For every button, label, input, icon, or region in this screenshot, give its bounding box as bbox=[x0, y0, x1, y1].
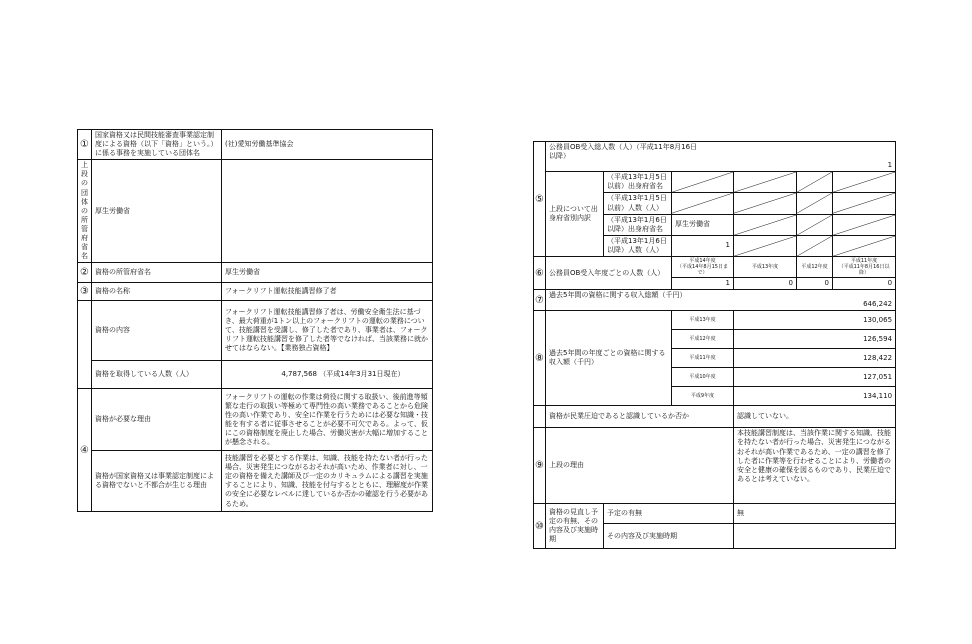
row-label: 資格が国家資格又は事業認定制度による資格でないと不都合が生じる理由 bbox=[92, 451, 222, 512]
hatched-cell bbox=[734, 172, 797, 193]
row-label: 公務員OB受入年度ごとの人数（人） bbox=[546, 257, 672, 290]
row-label: 資格の所管府省名 bbox=[92, 263, 222, 283]
left-row-necessity bbox=[78, 389, 433, 451]
item-number: ③ bbox=[78, 283, 92, 301]
row-value: フォークリフト運転技能講習修了者は、労働安全衛生法に基づき、最大荷重が1トン以上のフォークリフトの運転の業務について、技能講習を受講し、修了した者であり、事業者は、フォークリフト運転技能講習を修了した者等でなければ、当該業務に就かせてはならない。【業務独占資格】 bbox=[222, 301, 433, 361]
sub-label: （平成13年1月6日以降）人数（人） bbox=[604, 235, 672, 256]
year-value: 126,594 bbox=[734, 330, 896, 349]
hatched-cell bbox=[734, 193, 797, 214]
item-number: ② bbox=[78, 263, 92, 283]
row-label: 資格が民業圧迫であると認識しているか否か bbox=[546, 406, 734, 428]
year-value: 0 bbox=[734, 278, 797, 290]
hatched-cell bbox=[672, 193, 734, 214]
year-label: 平成9年度 bbox=[672, 387, 734, 406]
sub-label: その内容及び実施時期 bbox=[604, 524, 734, 549]
year-label: 平成11年度 bbox=[850, 258, 878, 265]
right-row-ob-total bbox=[534, 142, 896, 172]
year-value: 128,422 bbox=[734, 349, 896, 368]
row-label: 資格の内容 bbox=[92, 301, 222, 361]
row-value: 厚生労働省 bbox=[92, 160, 222, 263]
hatched-cell bbox=[833, 172, 896, 193]
row-value: (社)愛知労働基準協会 bbox=[222, 130, 433, 160]
left-row-org-ministry bbox=[78, 160, 433, 263]
sub-label: 予定の有無 bbox=[604, 504, 734, 524]
row-label: 上段の団体の所管府省名 bbox=[78, 160, 92, 263]
year-label: 平成12年度 bbox=[672, 330, 734, 349]
row-value: フォークリフトの運転の作業は荷役に関する取扱い、後前進等頻繁な走行の取扱い等極めて専門性の高い業務であることから危険性の高い作業であり、安全に作業を行うためには必要な知識・技能を有する者に従事させることが必要不可欠である。よって、仮にこの資格制度を廃止した場合、労働災害が大幅に増加することが懸念される。 bbox=[222, 389, 433, 451]
hatched-cell bbox=[672, 172, 734, 193]
row-label: 国家資格又は民間技能審査事業認定制度による資格（以下「資格」という。）に係る事務を実施している団体名 bbox=[92, 130, 222, 160]
year-value: 0 bbox=[797, 278, 833, 290]
row-value bbox=[222, 361, 433, 389]
row-label: 資格を取得している人数（人） bbox=[92, 361, 222, 389]
ministry-name: 厚生労働省 bbox=[672, 214, 734, 235]
right-row-income-total bbox=[534, 290, 896, 311]
row-value: 無 bbox=[734, 504, 896, 524]
year-label: 平成12年度 bbox=[797, 257, 833, 278]
row-label: 公務員OB受入総人数（人）（平成11年8月16日以降） bbox=[549, 143, 698, 161]
row-label: 資格の名称 bbox=[92, 283, 222, 301]
hatched-cell bbox=[734, 235, 797, 256]
hatched-cell bbox=[797, 172, 833, 193]
hatched-cell bbox=[797, 235, 833, 256]
left-row-qual-content bbox=[78, 301, 433, 361]
holder-count-note: （平成14年3月31日現在） bbox=[319, 370, 405, 379]
left-row-organization bbox=[78, 130, 433, 160]
year-value: 1 bbox=[672, 278, 734, 290]
right-row-breakdown-1 bbox=[534, 172, 896, 193]
holder-count: 4,787,568 bbox=[281, 370, 317, 379]
row-label: 資格の見直し予定の有無、その内容及び実施時期 bbox=[546, 504, 604, 549]
sub-label: （平成13年1月6日以降）出身府省名 bbox=[604, 214, 672, 235]
right-row-competition bbox=[534, 406, 896, 428]
hatched-cell bbox=[797, 214, 833, 235]
year-label: 平成13年度 bbox=[672, 311, 734, 330]
year-value: 134,110 bbox=[734, 387, 896, 406]
row-label: 上段の理由 bbox=[546, 428, 734, 504]
item-number: ⑧ bbox=[534, 311, 546, 406]
sub-label: （平成13年1月5日以前）出身府省名 bbox=[604, 172, 672, 193]
year-label: 平成10年度 bbox=[672, 368, 734, 387]
hatched-cell bbox=[734, 214, 797, 235]
row-value: フォークリフト運転技能講習修了者 bbox=[222, 283, 433, 301]
row-value bbox=[734, 524, 896, 549]
left-row-inconvenience bbox=[78, 451, 433, 512]
right-row-review-plan bbox=[534, 504, 896, 524]
row-label: 過去5年間の資格に関する収入総額（千円） bbox=[549, 291, 687, 300]
left-row-qual-name bbox=[78, 283, 433, 301]
left-row-holders bbox=[78, 361, 433, 389]
row-value: 技能講習を必要とする作業は、知識、技能を持たない者が行った場合、災害発生につながるおそれが高いため、作業者に対し、一定の資格を備えた講師及び一定のカリキュラムによる講習を実施することにより、知識、技能を付与するとともに、理解度が作業の安全に必要なレベルに達しているか否かの確認を行う必要があるため。 bbox=[222, 451, 433, 512]
row-label: 過去5年間の年度ごとの資格に関する収入額（千円） bbox=[546, 311, 672, 406]
item-number: ⑦ bbox=[534, 290, 546, 311]
item-number: ⑩ bbox=[534, 504, 546, 549]
year-note: （平成11年8月16日以降） bbox=[838, 264, 890, 277]
right-form-table bbox=[533, 141, 896, 549]
item-number: ⑥ bbox=[534, 257, 546, 290]
sub-label: （平成13年1月5日以前）人数（人） bbox=[604, 193, 672, 214]
item-number: ⑨ bbox=[534, 428, 546, 504]
year-label: 平成14年度 bbox=[689, 258, 716, 265]
left-row-qual-ministry bbox=[78, 263, 433, 283]
ministry-count: 1 bbox=[672, 235, 734, 256]
hatched-cell bbox=[833, 214, 896, 235]
row-value: 厚生労働省 bbox=[222, 263, 433, 283]
hatched-cell bbox=[833, 235, 896, 256]
item-number: ⑤ bbox=[534, 142, 546, 257]
year-value: 0 bbox=[833, 278, 896, 290]
hatched-cell bbox=[833, 193, 896, 214]
right-row-income-year-1 bbox=[534, 311, 896, 330]
row-value: 本技能講習制度は、当該作業に関する知識、技能を持たない者が行った場合、災害発生につながるおそれが高い作業であるため、一定の講習を修了した者に作業等を行わせることにより、労働者の安全と健康の確保を図るものであり、民業圧迫であるとは考えていない。 bbox=[734, 428, 896, 504]
year-label: 平成11年度 bbox=[672, 349, 734, 368]
row-label: 資格が必要な理由 bbox=[92, 389, 222, 451]
item-number: ① bbox=[78, 130, 92, 160]
left-form-table bbox=[77, 129, 433, 512]
row-label: 上段について出身府省別内訳 bbox=[546, 172, 604, 257]
item-number: ④ bbox=[78, 389, 92, 512]
right-row-yearly-ob-header bbox=[534, 257, 896, 278]
row-value: 認識していない。 bbox=[734, 406, 896, 428]
year-value: 127,051 bbox=[734, 368, 896, 387]
year-label: 平成13年度 bbox=[734, 257, 797, 278]
row-value: 646,242 bbox=[863, 300, 893, 309]
year-value: 130,065 bbox=[734, 311, 896, 330]
right-row-competition-reason bbox=[534, 428, 896, 504]
hatched-cell bbox=[797, 193, 833, 214]
year-note: （平成14年8月15日まで） bbox=[677, 264, 728, 277]
row-value: 1 bbox=[887, 161, 893, 170]
